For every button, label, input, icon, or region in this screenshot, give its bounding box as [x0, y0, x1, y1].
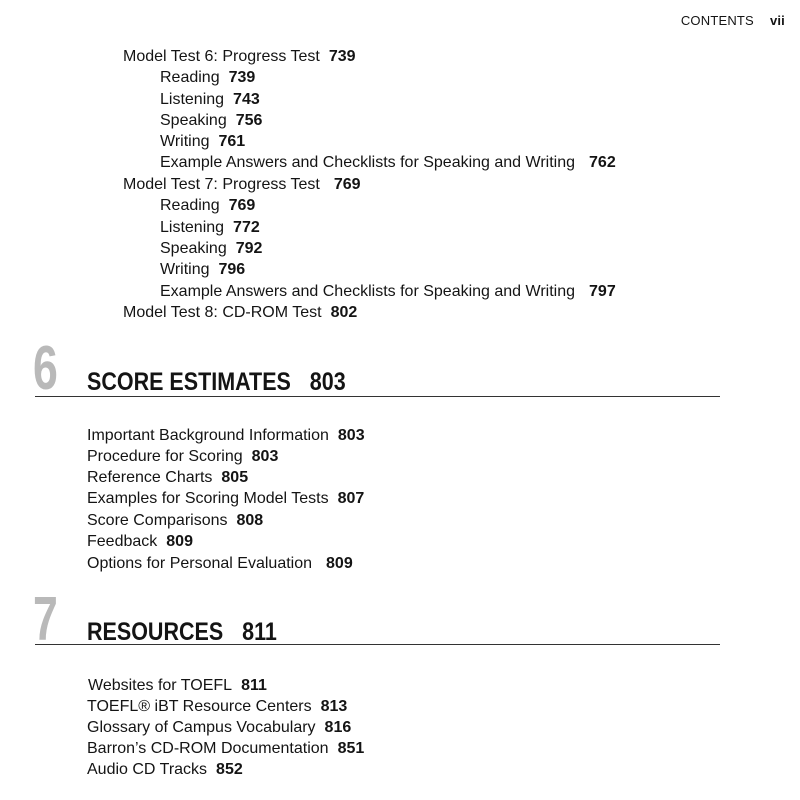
- toc-entry-page: 809: [326, 555, 353, 572]
- toc-entry-page: 808: [236, 512, 264, 529]
- toc-entry-label: Model Test 6: Progress Test: [123, 48, 320, 65]
- toc-entry-mt6-writing[interactable]: [160, 131, 245, 152]
- chapter-title: SCORE ESTIMATES: [87, 368, 291, 396]
- toc-entry-cdrom-documentation[interactable]: [87, 738, 364, 759]
- chapter-divider-line: [35, 644, 720, 645]
- toc-entry-label: Procedure for Scoring: [87, 448, 243, 465]
- toc-entry-label: Example Answers and Checklists for Speaking and Writing: [160, 154, 576, 171]
- running-header-page-number: vii: [769, 13, 785, 28]
- toc-entry-ibt-resource-centers[interactable]: [87, 696, 347, 717]
- toc-entry-score-comparisons[interactable]: [87, 510, 263, 531]
- toc-entry-page: 743: [233, 91, 260, 108]
- toc-entry-label: Important Background Information: [87, 427, 329, 444]
- toc-entry-page: 807: [337, 490, 365, 507]
- toc-entry-label: Model Test 8: CD-ROM Test: [123, 304, 322, 321]
- toc-entry-mt7-writing[interactable]: [160, 259, 245, 280]
- toc-entry-mt7-reading[interactable]: [160, 195, 255, 216]
- toc-entry-model-test-7[interactable]: [123, 174, 361, 195]
- chapter-number-6: 6: [33, 334, 58, 403]
- toc-entry-mt6-speaking[interactable]: [160, 110, 262, 131]
- toc-entry-mt6-listening[interactable]: [160, 89, 260, 110]
- toc-entry-label: Writing: [160, 261, 210, 278]
- toc-entry-glossary-campus-vocabulary[interactable]: [87, 717, 351, 738]
- toc-entry-page: 805: [221, 469, 249, 486]
- toc-entry-label: Listening: [160, 219, 225, 236]
- toc-entry-label: Example Answers and Checklists for Speaking and Writing: [160, 283, 576, 300]
- toc-entry-page: 739: [228, 69, 256, 86]
- toc-entry-label: Writing: [160, 133, 210, 150]
- toc-entry-examples-scoring[interactable]: [87, 488, 364, 509]
- toc-entry-model-test-6[interactable]: [123, 46, 356, 67]
- toc-entry-page: 797: [589, 283, 616, 300]
- chapter-page: 803: [309, 368, 346, 396]
- toc-entry-label: Reading: [160, 197, 220, 214]
- toc-entry-label: Barron’s CD-ROM Documentation: [87, 740, 329, 757]
- toc-entry-mt6-example-answers[interactable]: [160, 152, 616, 173]
- toc-entry-page: 803: [337, 427, 365, 444]
- running-header-title: CONTENTS: [680, 13, 754, 28]
- chapter-divider-line: [35, 396, 720, 397]
- toc-entry-label: Speaking: [160, 112, 227, 129]
- chapter-heading-resources[interactable]: [87, 618, 277, 646]
- toc-entry-mt6-reading[interactable]: [160, 67, 255, 88]
- toc-entry-label: Reference Charts: [87, 469, 213, 486]
- toc-entry-page: 756: [235, 112, 263, 129]
- toc-entry-page: 852: [216, 761, 243, 778]
- toc-entry-page: 803: [251, 448, 279, 465]
- toc-entry-label: Websites for TOEFL: [88, 677, 233, 694]
- toc-entry-personal-evaluation[interactable]: [87, 553, 353, 574]
- chapter-number-7: 7: [33, 585, 58, 654]
- toc-entry-page: 739: [328, 48, 356, 65]
- toc-entry-label: TOEFL® iBT Resource Centers: [87, 698, 312, 715]
- toc-entry-label: Listening: [160, 91, 225, 108]
- toc-entry-websites-toefl[interactable]: [88, 675, 267, 696]
- toc-entry-page: 809: [166, 533, 193, 550]
- toc-entry-reference-charts[interactable]: [87, 467, 248, 488]
- toc-entry-label: Speaking: [160, 240, 227, 257]
- toc-entry-page: 851: [337, 740, 365, 757]
- toc-entry-model-test-8[interactable]: [123, 302, 357, 323]
- toc-entry-page: 811: [241, 677, 267, 694]
- toc-entry-background-info[interactable]: [87, 425, 365, 446]
- toc-entry-label: Reading: [160, 69, 220, 86]
- toc-entry-label: Score Comparisons: [87, 512, 228, 529]
- chapter-heading-score-estimates[interactable]: [87, 368, 346, 396]
- toc-entry-page: 792: [235, 240, 263, 257]
- toc-entry-label: Options for Personal Evaluation: [87, 555, 313, 572]
- toc-entry-page: 816: [324, 719, 352, 736]
- running-header: [0, 13, 785, 28]
- toc-entry-feedback[interactable]: [87, 531, 193, 552]
- toc-entry-mt7-listening[interactable]: [160, 217, 260, 238]
- toc-entry-procedure-scoring[interactable]: [87, 446, 278, 467]
- toc-entry-mt7-speaking[interactable]: [160, 238, 262, 259]
- toc-entry-label: Model Test 7: Progress Test: [123, 176, 320, 193]
- toc-entry-page: 762: [589, 154, 616, 171]
- chapter-title: RESOURCES: [87, 618, 224, 646]
- toc-entry-page: 796: [218, 261, 246, 278]
- toc-entry-audio-cd-tracks[interactable]: [87, 759, 243, 780]
- toc-entry-page: 769: [333, 176, 361, 193]
- chapter-page: 811: [242, 618, 277, 646]
- toc-entry-mt7-example-answers[interactable]: [160, 281, 616, 302]
- toc-entry-page: 761: [218, 133, 246, 150]
- toc-entry-page: 769: [228, 197, 256, 214]
- toc-entry-label: Audio CD Tracks: [87, 761, 208, 778]
- toc-entry-label: Glossary of Campus Vocabulary: [87, 719, 316, 736]
- toc-entry-label: Examples for Scoring Model Tests: [87, 490, 329, 507]
- toc-entry-page: 813: [320, 698, 348, 715]
- toc-entry-page: 802: [330, 304, 358, 321]
- toc-entry-label: Feedback: [87, 533, 158, 550]
- toc-entry-page: 772: [233, 219, 260, 236]
